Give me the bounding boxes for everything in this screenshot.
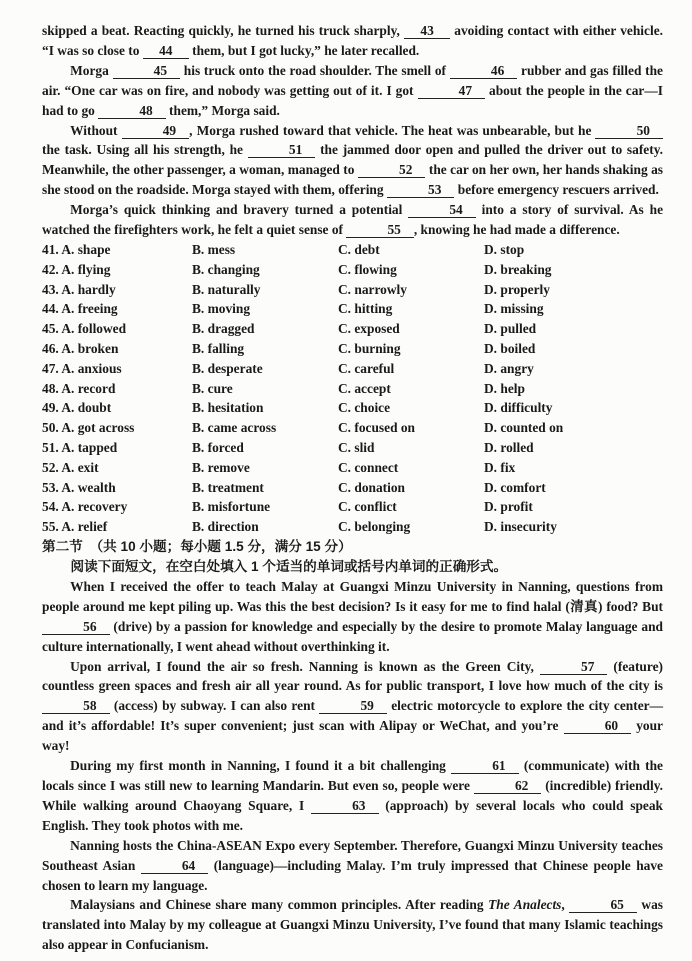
option-cell: B. moving: [192, 301, 251, 317]
option-cell: D. profit: [484, 499, 533, 515]
paragraph: Morga 45 his truck onto the road shoulder. The smell of 46 rubber and gas filled the air. “One car was on fire, and nobody was getting out of it. I got 47 about the people in the car—I had to go 48 them,” Morga said.: [42, 62, 663, 118]
blank-43: 43: [404, 23, 450, 39]
option-row: [42, 319, 663, 339]
italic-title: The Analects: [488, 897, 562, 913]
option-cell: C. conflict: [338, 499, 397, 515]
option-cell: B. mess: [192, 241, 236, 257]
option-cell: C. exposed: [338, 321, 400, 337]
option-cell: D. pulled: [484, 321, 537, 337]
option-cell: 51. A. tapped: [42, 439, 118, 455]
option-row: [42, 517, 663, 537]
option-row: [42, 299, 663, 319]
options-table: [42, 240, 663, 537]
option-cell: C. flowing: [338, 261, 397, 277]
section2-instruction: 阅读下面短文，在空白处填入 1 个适当的单词或括号内单词的正确形式。: [70, 558, 508, 574]
option-cell: C. slid: [338, 439, 375, 455]
option-cell: B. cure: [192, 380, 233, 396]
option-cell: D. breaking: [484, 261, 552, 277]
blank-48: 48: [98, 103, 166, 119]
option-row: [42, 438, 663, 458]
option-cell: D. counted on: [484, 420, 564, 436]
blank-55: 55: [346, 222, 414, 238]
option-cell: D. fix: [484, 459, 516, 475]
option-row: [42, 339, 663, 359]
option-cell: C. burning: [338, 340, 401, 356]
paragraph: Malaysians and Chinese share many common principles. After reading The Analects, 65 was translated into Malay by my colleague at Guangxi Minzu University, I’ve found that many Islamic teachings also appear in Confucianism.: [42, 897, 663, 953]
blank-59: 59: [319, 698, 387, 714]
option-cell: C. hitting: [338, 301, 393, 317]
option-row: [42, 398, 663, 418]
gapfill-passage: [42, 577, 663, 955]
option-cell: D. stop: [484, 241, 525, 257]
option-cell: 52. A. exit: [42, 459, 99, 475]
option-row: [42, 280, 663, 300]
blank-47: 47: [418, 83, 486, 99]
blank-50: 50: [595, 123, 663, 139]
paragraph: Morga’s quick thinking and bravery turned a potential 54 into a story of survival. As he watched the firefighters work, he felt a quiet sense of 55 , knowing he had made a difference.: [42, 202, 664, 238]
option-cell: 44. A. freeing: [42, 301, 118, 317]
option-row: [42, 359, 663, 379]
blank-65: 65: [569, 897, 637, 913]
blank-58: 58: [42, 698, 110, 714]
blank-54: 54: [408, 202, 476, 218]
blank-56: 56: [42, 619, 110, 635]
option-cell: C. accept: [338, 380, 391, 396]
paragraph: During my first month in Nanning, I found it a bit challenging 61 (communicate) with the locals since I was still new to learning Mandarin. But even so, people were 62 (incredible) friendly. While walking around Chaoyang Square, I 63 (approach) by several locals who could speak English. They took photos with me.: [42, 758, 663, 833]
option-cell: C. debt: [338, 241, 380, 257]
option-cell: 53. A. wealth: [42, 479, 116, 495]
blank-62: 62: [474, 778, 542, 794]
option-cell: C. belonging: [338, 519, 411, 535]
option-cell: 54. A. recovery: [42, 499, 128, 515]
option-cell: 55. A. relief: [42, 519, 108, 535]
option-cell: 43. A. hardly: [42, 281, 116, 297]
option-cell: B. remove: [192, 459, 250, 475]
option-cell: C. careful: [338, 360, 395, 376]
option-cell: 49. A. doubt: [42, 400, 112, 416]
option-row: [42, 458, 663, 478]
option-cell: 50. A. got across: [42, 420, 135, 436]
option-cell: 42. A. flying: [42, 261, 111, 277]
option-cell: B. desperate: [192, 360, 263, 376]
option-cell: D. difficulty: [484, 400, 553, 416]
blank-60: 60: [564, 718, 632, 734]
option-row: [42, 240, 663, 260]
option-cell: D. comfort: [484, 479, 546, 495]
option-cell: B. dragged: [192, 321, 255, 337]
option-cell: B. came across: [192, 420, 277, 436]
paragraph: skipped a beat. Reacting quickly, he turned his truck sharply, 43 avoiding contact with either vehicle. “I was so close to 44 them, but I got lucky,” he later recalled.: [42, 23, 663, 58]
option-cell: B. naturally: [192, 281, 261, 297]
option-cell: D. insecurity: [484, 519, 557, 535]
option-cell: B. falling: [192, 340, 245, 356]
blank-57: 57: [540, 659, 608, 675]
option-cell: B. changing: [192, 261, 260, 277]
option-cell: 47. A. anxious: [42, 360, 122, 376]
paragraph: When I received the offer to teach Malay at Guangxi Minzu University in Nanning, questions from people around me kept piling up. Was this the best decision? Is it easy for me to find halal (清真) food? But 56 (drive) by a passion for knowledge and especially by the desire to promote Malay language and culture internationally, I went ahead without overthinking it.: [42, 578, 663, 654]
option-cell: D. angry: [484, 360, 534, 376]
option-cell: B. forced: [192, 439, 244, 455]
option-cell: 48. A. record: [42, 380, 116, 396]
option-row: [42, 418, 663, 438]
option-cell: B. hesitation: [192, 400, 264, 416]
option-cell: B. direction: [192, 519, 259, 535]
option-cell: D. rolled: [484, 439, 534, 455]
blank-61: 61: [451, 758, 519, 774]
option-cell: D. help: [484, 380, 525, 396]
option-row: [42, 379, 663, 399]
option-cell: 41. A. shape: [42, 241, 111, 257]
blank-44: 44: [143, 43, 189, 59]
paragraph: Nanning hosts the China-ASEAN Expo every September. Therefore, Guangxi Minzu University teaches Southeast Asian 64 (language)—including Malay. I’m truly impressed that Chinese people have chosen to learn my language.: [42, 837, 663, 893]
option-row: [42, 497, 663, 517]
blank-63: 63: [311, 798, 379, 814]
blank-49: 49: [122, 123, 190, 139]
option-cell: C. donation: [338, 479, 405, 495]
option-cell: D. properly: [484, 281, 550, 297]
blank-52: 52: [358, 162, 426, 178]
paragraph: Upon arrival, I found the air so fresh. Nanning is known as the Green City, 57 (feature) countless green spaces and fresh air all year round. As for public transport, I love how much of the city is 58 (access) by subway. I can also rent 59 electric motorcycle to explore the city center—and it’s affordable! It’s super convenient; just scan with Alipay or WeChat, and you’re 60 your way!: [42, 658, 663, 754]
paragraph: Without 49 , Morga rushed toward that vehicle. The heat was unbearable, but he 50 the task. Using all his strength, he 51 the jammed door open and pulled the driver out to safety. Meanwhile, the other passenger, a woman, managed to 52 the car on her own, her hands shaking as she stood on the roadside. Morga stayed with them, offering 53 before emergency rescuers arrived.: [42, 122, 664, 198]
option-row: [42, 260, 663, 280]
blank-46: 46: [450, 63, 518, 79]
option-cell: D. missing: [484, 301, 544, 317]
section2-header: 第二节 （共 10 小题；每小题 1.5 分，满分 15 分）: [42, 538, 352, 554]
blank-64: 64: [141, 858, 209, 874]
option-cell: C. narrowly: [338, 281, 407, 297]
option-cell: D. boiled: [484, 340, 536, 356]
option-cell: 45. A. followed: [42, 321, 127, 337]
blank-45: 45: [113, 63, 181, 79]
option-cell: B. treatment: [192, 479, 264, 495]
cloze-passage: [42, 21, 663, 240]
option-cell: 46. A. broken: [42, 340, 119, 356]
blank-51: 51: [248, 142, 316, 158]
blank-53: 53: [387, 182, 455, 198]
option-row: [42, 478, 663, 498]
option-cell: C. choice: [338, 400, 391, 416]
option-cell: C. connect: [338, 459, 399, 475]
option-cell: B. misfortune: [192, 499, 271, 515]
option-cell: C. focused on: [338, 420, 416, 436]
